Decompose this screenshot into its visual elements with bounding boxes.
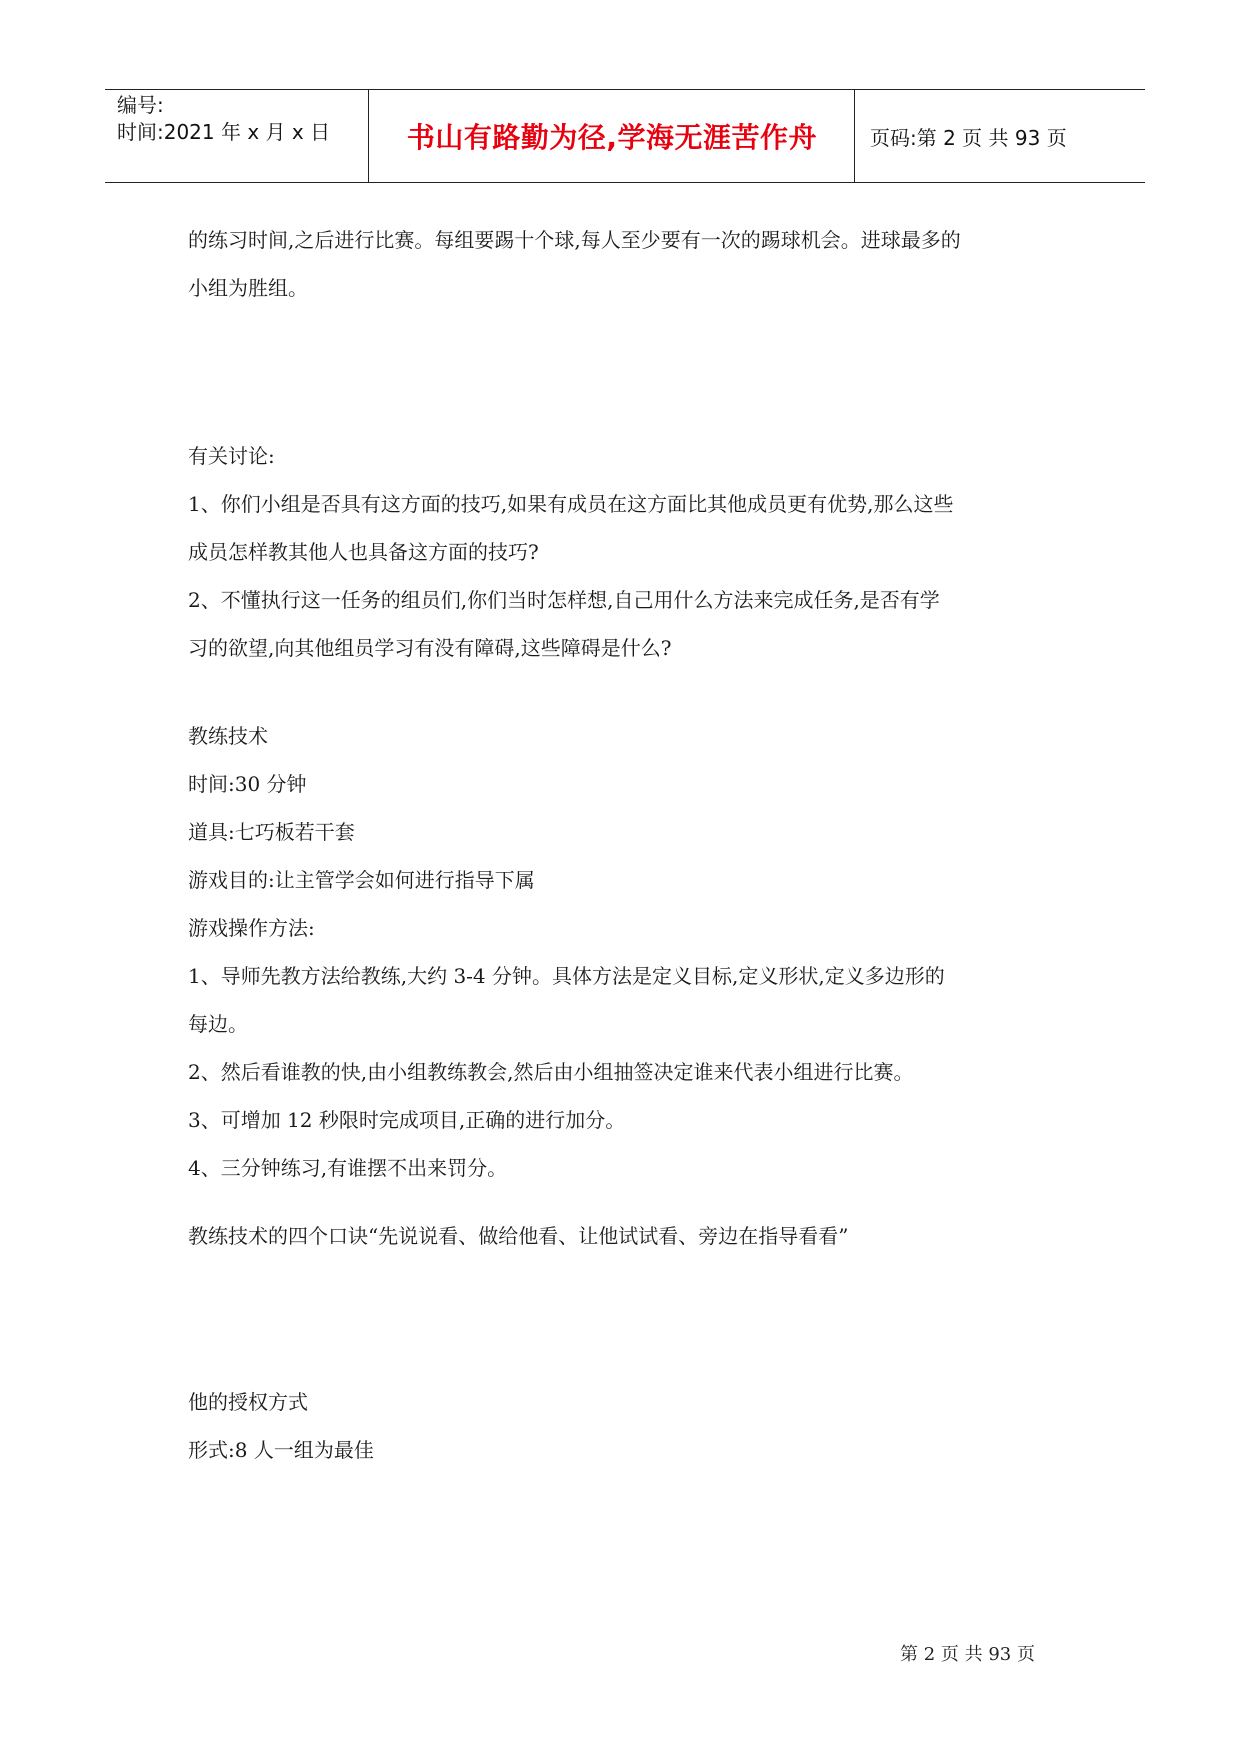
document-time-label: 时间:2021 年 x 月 x 日 — [117, 120, 331, 144]
spacer — [188, 1192, 1068, 1212]
spacer — [188, 312, 1068, 432]
game-purpose: 游戏目的:让主管学会如何进行指导下属 — [188, 868, 535, 892]
header-meta — [117, 92, 367, 146]
spacer — [188, 672, 1068, 712]
question-line: 2、不懂执行这一任务的组员们,你们当时怎样想,自己用什么方法来完成任务,是否有学 — [188, 588, 940, 612]
step-line: 2、然后看谁教的快,由小组教练教会,然后由小组抽签决定谁来代表小组进行比赛。 — [188, 1060, 914, 1084]
section-heading: 有关讨论: — [188, 444, 275, 468]
document-number-label: 编号: — [117, 93, 164, 117]
question-line: 1、你们小组是否具有这方面的技巧,如果有成员在这方面比其他成员更有优势,那么这些 — [188, 492, 954, 516]
page-header — [105, 89, 1145, 183]
step-line: 4、三分钟练习,有谁摆不出来罚分。 — [188, 1156, 508, 1180]
paragraph-line: 小组为胜组。 — [188, 276, 308, 300]
game-time: 时间:30 分钟 — [188, 772, 307, 796]
paragraph-line: 的练习时间,之后进行比赛。每组要踢十个球,每人至少要有一次的踢球机会。进球最多的 — [188, 228, 961, 252]
section-heading: 他的授权方式 — [188, 1390, 308, 1414]
game-props: 道具:七巧板若干套 — [188, 820, 355, 844]
form-line: 形式:8 人一组为最佳 — [188, 1438, 374, 1462]
header-divider — [854, 90, 855, 182]
tips-line: 教练技术的四个口诀“先说说看、做给他看、让他试试看、旁边在指导看看” — [188, 1224, 849, 1248]
question-line: 习的欲望,向其他组员学习有没有障碍,这些障碍是什么? — [188, 636, 672, 660]
step-line: 1、导师先教方法给教练,大约 3-4 分钟。具体方法是定义目标,定义形状,定义多边形的 — [188, 964, 945, 988]
header-motto: 书山有路勤为径,学海无涯苦作舟 — [406, 121, 818, 154]
section-heading: 教练技术 — [188, 724, 268, 748]
step-line: 3、可增加 12 秒限时完成项目,正确的进行加分。 — [188, 1108, 626, 1132]
document-body — [188, 216, 1068, 1474]
section-heading: 游戏操作方法: — [188, 916, 315, 940]
page-footer: 第 2 页 共 93 页 — [900, 1644, 1035, 1665]
step-line: 每边。 — [188, 1012, 248, 1036]
header-page-number: 页码:第 2 页 共 93 页 — [870, 125, 1067, 150]
header-divider — [368, 90, 369, 182]
question-line: 成员怎样教其他人也具备这方面的技巧? — [188, 540, 539, 564]
spacer — [188, 1260, 1068, 1378]
